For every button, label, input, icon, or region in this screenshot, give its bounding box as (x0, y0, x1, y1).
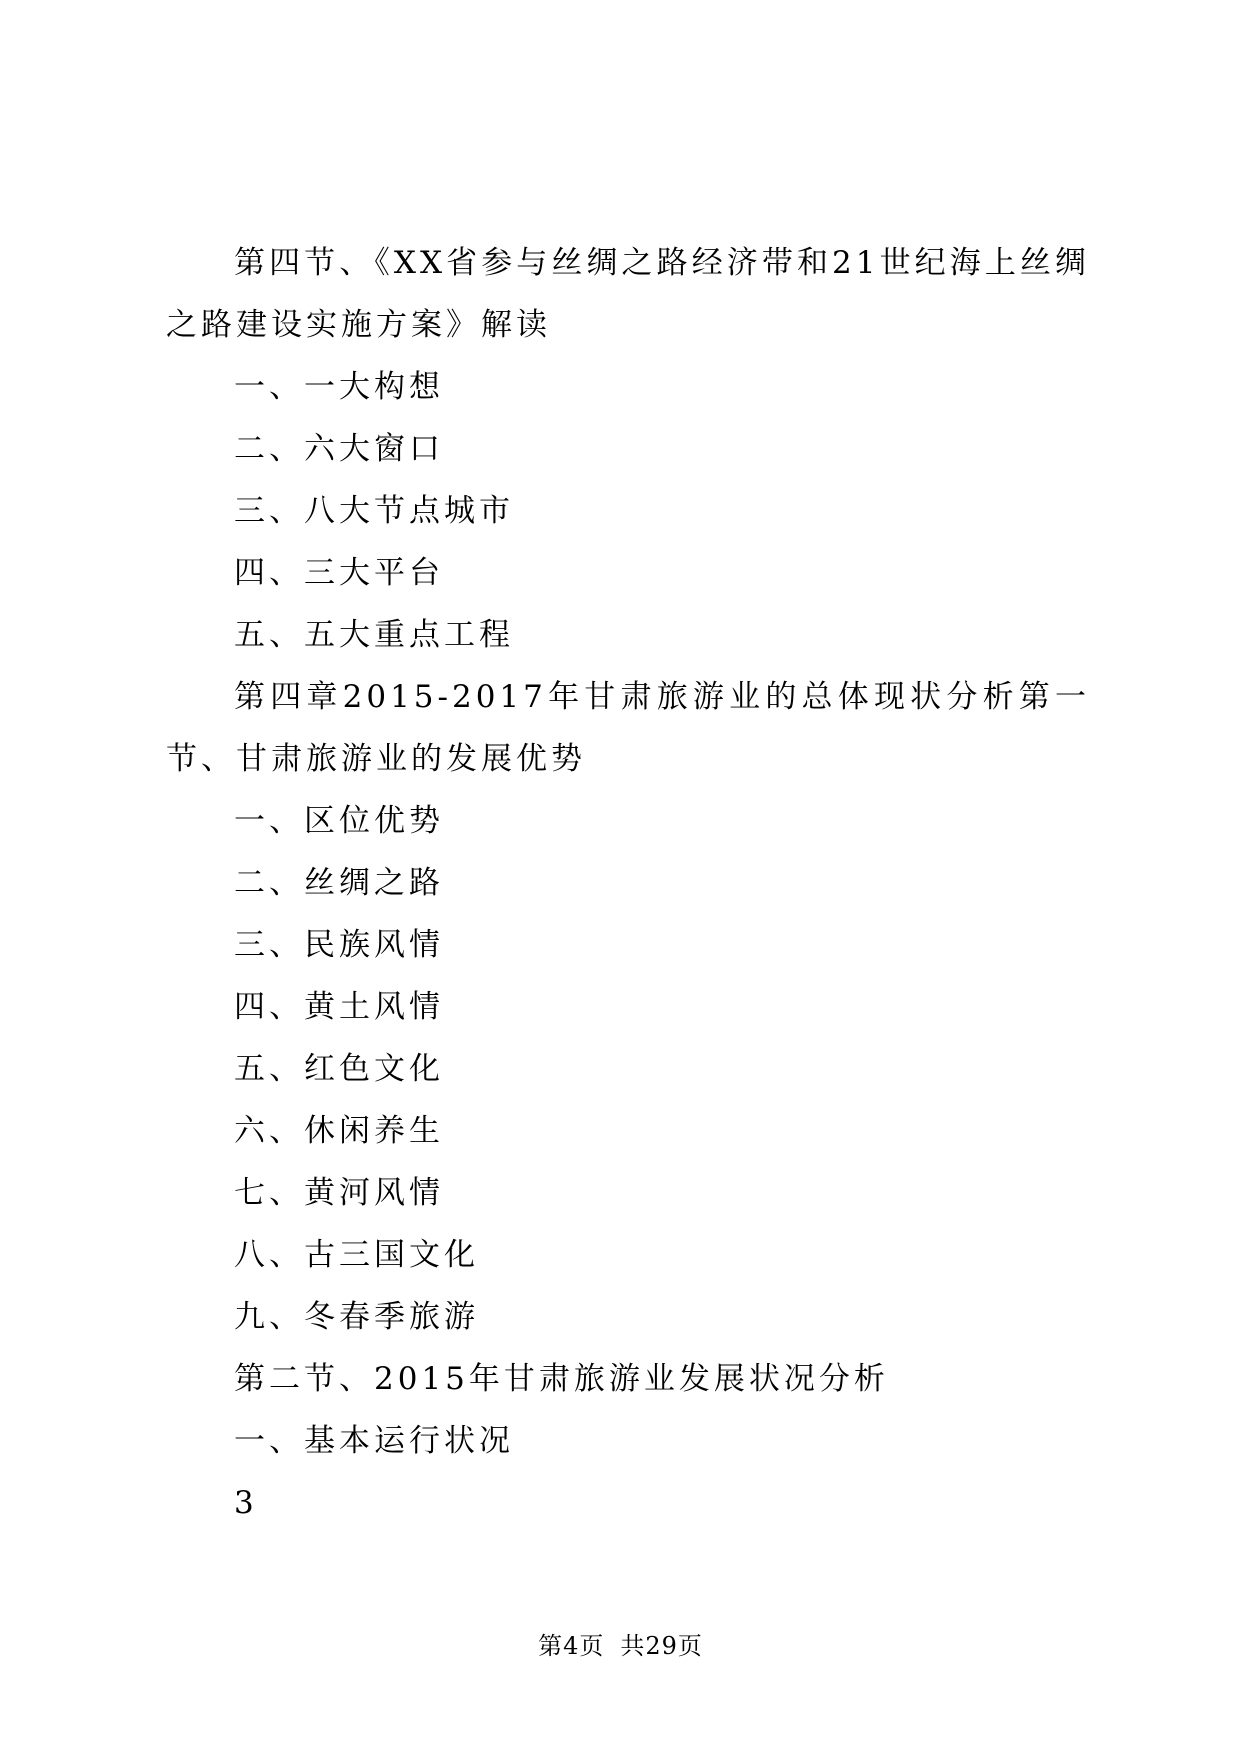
list-item: 四、三大平台 (234, 555, 444, 591)
current-page-label: 第4页 (538, 1632, 605, 1660)
list-item: 一、一大构想 (234, 369, 444, 405)
list-item: 五、五大重点工程 (234, 617, 514, 653)
list-item: 二、丝绸之路 (234, 865, 444, 901)
list-item: 五、红色文化 (234, 1051, 444, 1087)
list-item: 九、冬春季旅游 (234, 1299, 479, 1335)
list-item: 七、黄河风情 (234, 1175, 444, 1211)
chapter-heading: 第四章2015-2017年甘肃旅游业的总体现状分析第一节、甘肃旅游业的发展优势 (166, 679, 1090, 777)
document-body (166, 232, 1090, 1534)
list-item: 八、古三国文化 (234, 1237, 479, 1273)
total-pages-label: 共29页 (620, 1632, 703, 1660)
list-item: 六、休闲养生 (234, 1113, 444, 1149)
list-item: 三、八大节点城市 (234, 493, 514, 529)
page-footer (0, 1626, 1241, 1661)
list-item: 三、民族风情 (234, 927, 444, 963)
section-heading: 第二节、2015年甘肃旅游业发展状况分析 (234, 1361, 889, 1397)
section-heading: 第四节、《XX省参与丝绸之路经济带和21世纪海上丝绸之路建设实施方案》解读 (166, 245, 1090, 343)
list-item: 四、黄土风情 (234, 989, 444, 1025)
list-item: 一、基本运行状况 (234, 1423, 514, 1459)
page-marker-number: 3 (234, 1485, 258, 1521)
list-item: 一、区位优势 (234, 803, 444, 839)
list-item: 二、六大窗口 (234, 431, 444, 467)
